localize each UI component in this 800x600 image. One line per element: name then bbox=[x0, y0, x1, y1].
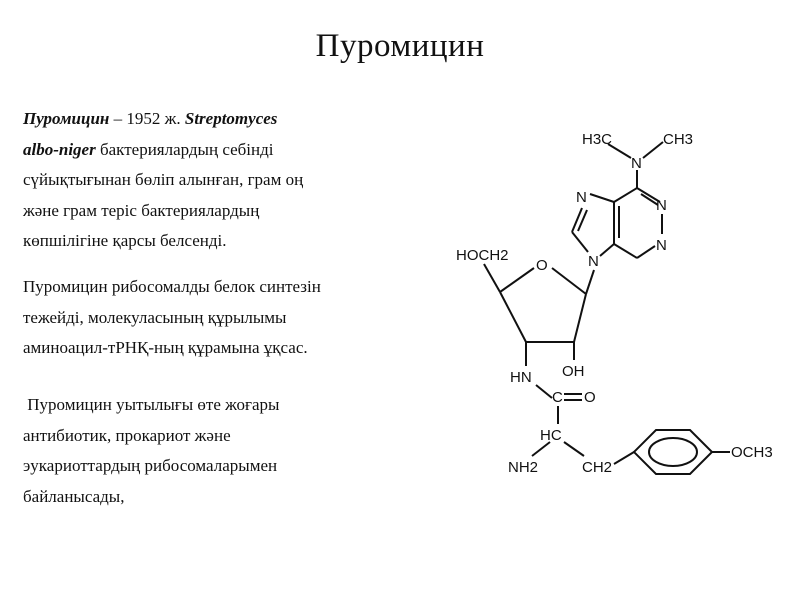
paragraph-mechanism-line: тежейді, молекуласының құрылымы bbox=[23, 307, 287, 327]
puromycin-structure-diagram bbox=[448, 110, 788, 500]
paragraph-toxicity-line: антибиотик, прокариот және bbox=[23, 425, 231, 445]
bond-ring-top bbox=[614, 188, 637, 202]
label-ch2: CH2 bbox=[582, 459, 613, 476]
label-oh: OH bbox=[562, 363, 585, 380]
genus-name: Streptomyces bbox=[184, 109, 278, 128]
bond-c8-n9 bbox=[572, 232, 588, 252]
label-h3c: H3C bbox=[582, 131, 613, 148]
paragraph-origin-line-3: сүйықтығынан бөліп алынған, грам оң bbox=[23, 170, 304, 189]
bond-hc-nh2 bbox=[532, 442, 550, 456]
label-n-amine: N bbox=[631, 155, 642, 172]
line-2-text: бактериялардың себінді bbox=[95, 139, 274, 159]
label-hn: HN bbox=[510, 369, 532, 386]
paragraph-toxicity-line: байланысады, bbox=[23, 486, 125, 506]
label-hc: HC bbox=[540, 427, 562, 444]
bond-ch3-n bbox=[643, 142, 663, 158]
paragraph-mechanism-line: Пуромицин рибосомалды белок синтезін bbox=[23, 277, 321, 296]
bond-nh-carbonyl bbox=[536, 385, 552, 398]
label-o-ring: O bbox=[536, 257, 548, 274]
bond-hoch2 bbox=[484, 264, 500, 292]
paragraph-toxicity bbox=[23, 390, 423, 512]
bond-n9-c1prime bbox=[586, 270, 594, 294]
label-n1: N bbox=[656, 197, 667, 214]
year-text: – 1952 ж. bbox=[109, 109, 185, 128]
label-n7: N bbox=[576, 189, 587, 206]
paragraph-origin-line-1 bbox=[23, 104, 423, 135]
paragraph-toxicity-line: эукариоттардың рибосомаларымен bbox=[23, 456, 278, 475]
label-nh2: NH2 bbox=[508, 459, 539, 476]
label-och3: OCH3 bbox=[731, 444, 773, 461]
benzene-ring bbox=[634, 430, 712, 474]
species-name: albo-niger bbox=[23, 139, 96, 159]
bond-o-c1prime bbox=[552, 268, 586, 294]
paragraph-mechanism-line: аминоацил-тРНҚ-ның құрамына ұқсас. bbox=[23, 338, 308, 357]
bond-n9-c4 bbox=[600, 244, 614, 256]
bond-o-c4prime bbox=[500, 268, 534, 292]
bond-h3c-n bbox=[608, 144, 631, 158]
paragraph-origin-line-4: және грам теріс бактериялардың bbox=[23, 200, 260, 220]
term-puromycin: Пуромицин bbox=[23, 109, 110, 128]
benzene-aromatic-circle bbox=[649, 438, 697, 466]
label-o-carbonyl: O bbox=[584, 389, 596, 406]
label-c-carbonyl: C bbox=[552, 389, 563, 406]
bond-n7-c8 bbox=[572, 208, 582, 232]
paragraph-origin bbox=[23, 104, 423, 257]
bond-c4prime-c3prime bbox=[500, 292, 526, 342]
bond-hc-ch2 bbox=[564, 442, 584, 456]
label-n9: N bbox=[588, 253, 599, 270]
label-n3: N bbox=[656, 237, 667, 254]
paragraph-origin-line-5: көпшілігіне қарсы белсенді. bbox=[23, 231, 227, 250]
page-title: Пуромицин bbox=[315, 28, 485, 64]
paragraph-origin-line-2 bbox=[23, 135, 423, 166]
bond-c4-c5 bbox=[614, 244, 637, 258]
label-hoch2: HOCH2 bbox=[456, 247, 509, 264]
bond-ch2-ring bbox=[614, 452, 634, 464]
bond-c1prime-c2prime bbox=[574, 294, 586, 342]
paragraph-toxicity-line: Пуромицин уытылығы өте жоғары bbox=[23, 395, 280, 414]
bond-c5-n7 bbox=[590, 194, 614, 202]
label-ch3: CH3 bbox=[663, 131, 694, 148]
bond-n3-c4 bbox=[637, 246, 655, 258]
paragraph-mechanism bbox=[23, 272, 423, 364]
